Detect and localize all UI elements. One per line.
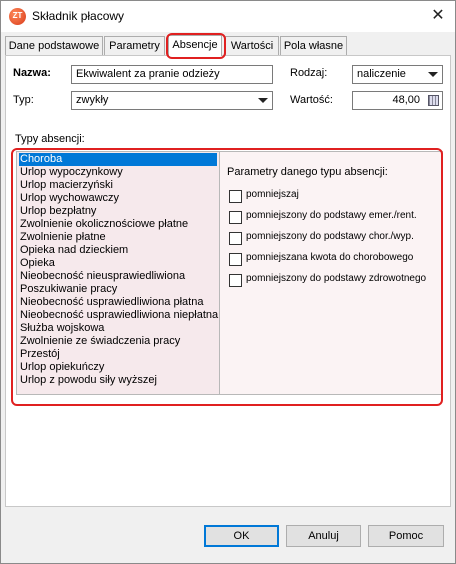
absence-types-label: Typy absencji: [15, 133, 85, 145]
chevron-down-icon [258, 98, 268, 103]
name-field[interactable]: Ekwiwalent za pranie odzieży [71, 65, 273, 84]
absence-params-title: Parametry danego typu absencji: [227, 166, 388, 178]
list-item[interactable]: Opieka nad dzieckiem [20, 244, 129, 256]
list-item[interactable]: Opieka [20, 257, 55, 269]
list-item[interactable]: Urlop z powodu siły wyższej [20, 374, 157, 386]
list-item[interactable]: Urlop bezpłatny [20, 205, 97, 217]
list-item[interactable]: Zwolnienie okolicznościowe płatne [20, 218, 189, 230]
tab-dane-podstawowe[interactable]: Dane podstawowe [5, 36, 103, 55]
checkbox-label: pomniejszaj [246, 189, 299, 200]
list-item[interactable]: Zwolnienie płatne [20, 231, 106, 243]
list-item[interactable]: Urlop wychowawczy [20, 192, 120, 204]
list-item[interactable]: Choroba [19, 153, 217, 166]
list-item[interactable]: Urlop macierzyński [20, 179, 113, 191]
active-tab-highlight [166, 33, 226, 59]
kind-select[interactable] [352, 65, 443, 84]
tab-pola-wlasne[interactable]: Pola własne [280, 36, 347, 55]
list-item[interactable]: Nieobecność nieusprawiedliwiona [20, 270, 186, 282]
list-item[interactable]: Nieobecność usprawiedliwiona płatna [20, 296, 204, 308]
help-button[interactable]: Pomoc [368, 525, 444, 547]
list-item[interactable]: Zwolnienie ze świadczenia pracy [20, 335, 181, 347]
list-item[interactable]: Poszukiwanie pracy [20, 283, 118, 295]
tab-absencje[interactable]: Absencje [168, 35, 222, 56]
title-bar [1, 1, 455, 32]
value-label: Wartość: [290, 94, 333, 106]
checkbox-label: pomniejszana kwota do chorobowego [246, 252, 414, 263]
list-item[interactable]: Służba wojskowa [20, 322, 105, 334]
kind-label: Rodzaj: [290, 67, 328, 79]
cancel-button[interactable]: Anuluj [286, 525, 361, 547]
checkbox-label: pomniejszony do podstawy zdrowotnego [246, 273, 427, 284]
type-select-value: zwykły [76, 94, 109, 106]
checkbox-label: pomniejszony do podstawy emer./rent. [246, 210, 417, 221]
checkbox-label: pomniejszony do podstawy chor./wyp. [246, 231, 414, 242]
list-item[interactable]: Przestój [20, 348, 60, 360]
type-label: Typ: [13, 94, 34, 106]
list-item[interactable]: Urlop opiekuńczy [20, 361, 105, 373]
tab-wartosci[interactable]: Wartości [225, 36, 279, 55]
list-item[interactable]: Nieobecność usprawiedliwiona niepłatna [20, 309, 219, 321]
calculator-icon[interactable] [428, 95, 439, 106]
list-item[interactable]: Urlop wypoczynkowy [20, 166, 123, 178]
absence-highlight-frame [11, 148, 443, 406]
value-field-text: 48,00 [392, 94, 420, 106]
ok-button[interactable]: OK [204, 525, 279, 547]
tab-parametry[interactable]: Parametry [104, 36, 165, 55]
close-icon[interactable]: ✕ [431, 7, 445, 24]
value-field[interactable] [352, 91, 443, 110]
chevron-down-icon [428, 72, 438, 77]
type-select[interactable] [71, 91, 273, 110]
kind-select-value: naliczenie [357, 68, 406, 80]
window-title: Składnik płacowy [32, 9, 125, 23]
app-logo-icon: ZT [9, 8, 26, 25]
name-label: Nazwa: [13, 67, 51, 79]
